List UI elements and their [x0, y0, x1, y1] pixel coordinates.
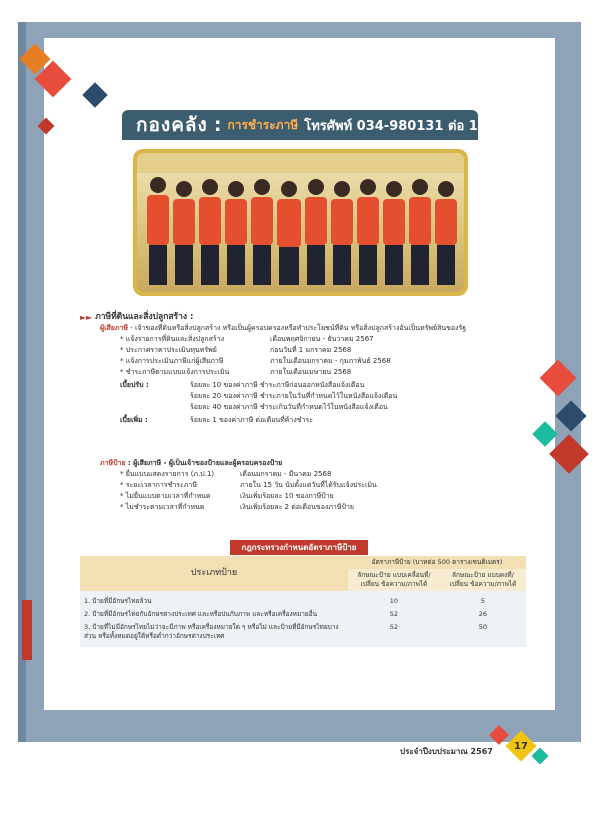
surcharge-row [120, 415, 540, 426]
land-tax-payer [80, 323, 540, 334]
item-key: * ยื่นแบบแสดงรายการ (ภ.ป.1) [120, 470, 215, 478]
col-b-header: ลักษณะป้าย แบบคงที่/เปลี่ยน ข้อความ/ภาพได้ [440, 569, 526, 591]
photo-frame [133, 149, 468, 296]
sign-tax-label: ภาษีป้าย [100, 459, 126, 467]
surcharge-text: ร้อยละ 1 ของค่าภาษี ต่อเดือนที่ค้างชำระ [190, 416, 313, 424]
item-value: เงินเพิ่มร้อยละ 10 ของภาษีป้าย [240, 492, 334, 500]
footer-label: ประจำปีงบประมาณ 2567 [400, 747, 493, 756]
list-item [120, 356, 540, 367]
payer-label: ผู้เสียภาษี [100, 324, 129, 332]
rate-table [80, 556, 526, 647]
decor-diamond [532, 748, 549, 765]
item-value: เดือนมกราคม - มีนาคม 2568 [240, 470, 332, 478]
list-item [120, 334, 540, 345]
fine-spacer [120, 402, 190, 413]
fine-row [120, 391, 540, 402]
fine-text: ร้อยละ 10 ของค่าภาษี ชำระภาษีก่อนออกหนังสือแจ้งเตือน [190, 381, 365, 389]
payer-desc: - เจ้าของที่ดินหรือสิ่งปลูกสร้าง หรือเป็นผู้ครอบครองหรือทำประโยชน์ที่ดิน หรือสิ่งปลูกสร้างอันเป็นทรัพย์สินของรัฐ [130, 324, 467, 332]
item-key: * แจ้งการประเมินภาษีแก่ผู้เสียภาษี [120, 357, 224, 365]
table-cell: 1. ป้ายที่มีอักษรไทยล้วน [80, 591, 348, 608]
table-cell: 52 [348, 621, 440, 647]
item-key: * แจ้งรายการที่ดินและสิ่งปลูกสร้าง [120, 335, 225, 343]
list-item [120, 491, 540, 502]
col-a-header: ลักษณะป้าย แบบเคลื่อนที่/เปลี่ยน ข้อความ/ภาพได้ [348, 569, 440, 591]
list-item [120, 367, 540, 378]
sign-tax-section [100, 458, 540, 513]
fine-text: ร้อยละ 20 ของค่าภาษี ชำระภายในวันที่กำหนดไว้ในหนังสือแจ้งเตือน [190, 392, 398, 400]
item-key: * ชำระภาษีตามแบบแจ้งการประเมิน [120, 368, 230, 376]
item-value: ภายใน 15 วัน นับตั้งแต่วันที่ได้รับแจ้งประเมิน [240, 481, 377, 489]
table-cell: 52 [348, 608, 440, 621]
title-sub: การชำระภาษี [227, 117, 299, 132]
item-value: ก่อนวันที่ 1 มกราคม 2568 [270, 346, 352, 354]
title-colon: : [213, 114, 222, 136]
table-header-row [80, 556, 526, 569]
col-group-header: อัตราภาษีป้าย (บาทต่อ 500 ตารางเซนติเมตร) [348, 556, 526, 569]
land-tax-heading: ภาษีที่ดินและสิ่งปลูกสร้าง : [95, 312, 194, 322]
decor-bar [22, 600, 32, 660]
table-cell: 2. ป้ายที่มีอักษรไทยกับอักษรต่างประเทศ และหรือปนกับภาพ และหรือเครื่องหมายอื่น [80, 608, 348, 621]
item-value: เงินเพิ่มร้อยละ 2 ต่อเดือนของภาษีป้าย [240, 503, 354, 511]
table-cell: 26 [440, 608, 526, 621]
list-item [120, 480, 540, 491]
land-tax-items [80, 334, 540, 378]
table-cell: 50 [440, 621, 526, 647]
photo-illustration [137, 153, 464, 292]
item-key: * ไม่ยื่นแบบตามเวลาที่กำหนด [120, 492, 211, 500]
item-key: * ระยะเวลาการชำระภาษี [120, 481, 197, 489]
land-tax-section [80, 312, 540, 426]
table-row [80, 621, 526, 647]
title-phone: โทรศัพท์ 034-980131 ต่อ 102 [304, 118, 496, 134]
list-item [120, 469, 540, 480]
col-type-header: ประเภทป้าย [80, 556, 348, 591]
item-key: * ประกาศราคาประเมินทุนทรัพย์ [120, 346, 217, 354]
staff-group-photo [137, 153, 464, 292]
page-title [122, 110, 496, 140]
land-tax-heading-row [80, 312, 540, 323]
item-value: ภายในเดือนเมษายน 2568 [270, 368, 352, 376]
rate-table-title: กฎกระทรวงกำหนดอัตราภาษีป้าย [230, 540, 368, 555]
fine-spacer [120, 391, 190, 402]
page-number: 17 [514, 740, 528, 752]
fine-row [120, 380, 540, 391]
arrow-icon: ►► [80, 313, 96, 322]
sign-tax-heading [100, 458, 540, 469]
table-cell: 5 [440, 591, 526, 608]
fine-block [80, 380, 540, 426]
sign-tax-items [100, 469, 540, 513]
list-item [120, 345, 540, 356]
item-value: ภายในเดือนมกราคม - กุมภาพันธ์ 2568 [270, 357, 391, 365]
sign-tax-payer: : ผู้เสียภาษี - ผู้เป็นเจ้าของป้ายและผู้ครอบครองป้าย [127, 459, 283, 467]
item-value: เดือนพฤศจิกายน - ธันวาคม 2567 [270, 335, 374, 343]
table-cell: 10 [348, 591, 440, 608]
surcharge-label: เบี้ยเพิ่ม : [120, 416, 148, 424]
table-row [80, 608, 526, 621]
list-item [120, 502, 540, 513]
title-main: กองคลัง [136, 114, 208, 136]
item-key: * ไม่ชำระตามเวลาที่กำหนด [120, 503, 205, 511]
table-cell: 3. ป้ายที่ไม่มีอักษรไทยไม่ว่าจะมีภาพ หรือเครื่องหมายใด ๆ หรือไม่ และป้ายที่มีอักษรไทยบางส่วน หรือทั้งหมดอยู่ใต้หรือต่ำกว่าอักษรต่างประเทศ [80, 621, 348, 647]
table-row [80, 591, 526, 608]
fine-row [120, 402, 540, 413]
fine-label: เบี้ยปรับ : [120, 381, 149, 389]
fine-text: ร้อยละ 40 ของค่าภาษี ชำระเกินวันที่กำหนดไว้ในหนังสือแจ้งเตือน [190, 403, 388, 411]
